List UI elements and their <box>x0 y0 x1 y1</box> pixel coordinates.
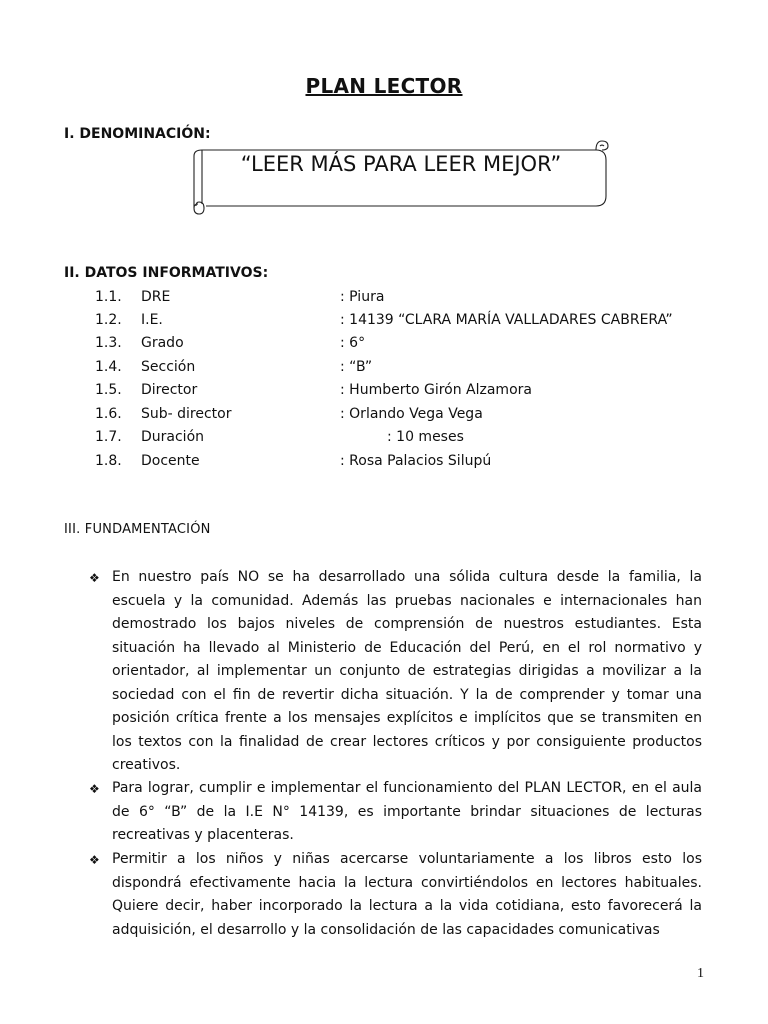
document-title: PLAN LECTOR <box>305 74 463 98</box>
datos-value: : Piura <box>340 289 385 305</box>
diamond-bullet-icon: ❖ <box>89 782 100 796</box>
datos-label: Duración <box>141 429 205 445</box>
section-heading-fundamentacion: III. FUNDAMENTACIÓN <box>64 522 211 537</box>
datos-label: DRE <box>141 289 171 305</box>
datos-num: 1.8. <box>95 453 122 469</box>
datos-value: : 6° <box>340 335 366 351</box>
datos-num: 1.2. <box>95 312 122 328</box>
datos-value: : Rosa Palacios Silupú <box>340 453 492 469</box>
fundamentacion-paragraph: Permitir a los niños y niñas acercarse voluntariamente a los libros esto los dispondrá efectivamente hacia la lectura convirtiéndolos en lectores habituales. Quiere decir, haber incorporado la lectura a la vida cotidiana, esto favorecerá la adquisición, el desarrollo y la consolidación de las capacidades comunicativas <box>112 851 702 938</box>
datos-value: : Orlando Vega Vega <box>340 406 483 422</box>
datos-value: : 14139 “CLARA MARÍA VALLADARES CABRERA” <box>340 312 673 328</box>
datos-num: 1.1. <box>95 289 122 305</box>
datos-num: 1.5. <box>95 382 122 398</box>
datos-value: : “B” <box>340 359 373 375</box>
motto-scroll-banner <box>192 138 610 216</box>
section-heading-denominacion: I. DENOMINACIÓN: <box>64 126 211 142</box>
datos-label: Grado <box>141 335 184 351</box>
diamond-bullet-icon: ❖ <box>89 853 100 867</box>
datos-label: Sub- director <box>141 406 232 422</box>
page-number: 1 <box>697 966 704 981</box>
datos-num: 1.3. <box>95 335 122 351</box>
scroll-frame-icon <box>192 138 610 216</box>
datos-num: 1.7. <box>95 429 122 445</box>
datos-value: : Humberto Girón Alzamora <box>340 382 532 398</box>
datos-label: Director <box>141 382 198 398</box>
datos-value: : 10 meses <box>387 429 464 445</box>
fundamentacion-paragraph: En nuestro país NO se ha desarrollado una sólida cultura desde la familia, la escuela y la comunidad. Además las pruebas nacionales e internacionales han demostrado los bajos niveles de comprensión de nuestros estudiantes. Esta situación ha llevado al Ministerio de Educación del Perú, en el rol normativo y orientador, al implementar un conjunto de estrategias dirigidas a movilizar a la sociedad con el fin de revertir dicha situación. Y la de comprender y tomar una posición crítica frente a los mensajes explícitos e implícitos que se transmiten en los textos con la finalidad de crear lectores críticos y por consiguiente productos creativos. <box>112 569 702 773</box>
diamond-bullet-icon: ❖ <box>89 571 100 585</box>
datos-label: I.E. <box>141 312 163 328</box>
section-heading-datos: II. DATOS INFORMATIVOS: <box>64 265 269 281</box>
datos-num: 1.4. <box>95 359 122 375</box>
fundamentacion-paragraph: Para lograr, cumplir e implementar el funcionamiento del PLAN LECTOR, en el aula de 6° “B” de la I.E N° 14139, es importante brindar situaciones de lecturas recreativas y placenteras. <box>112 780 702 843</box>
datos-label: Docente <box>141 453 200 469</box>
datos-label: Sección <box>141 359 196 375</box>
datos-num: 1.6. <box>95 406 122 422</box>
motto-text: “LEER MÁS PARA LEER MEJOR” <box>240 152 562 176</box>
